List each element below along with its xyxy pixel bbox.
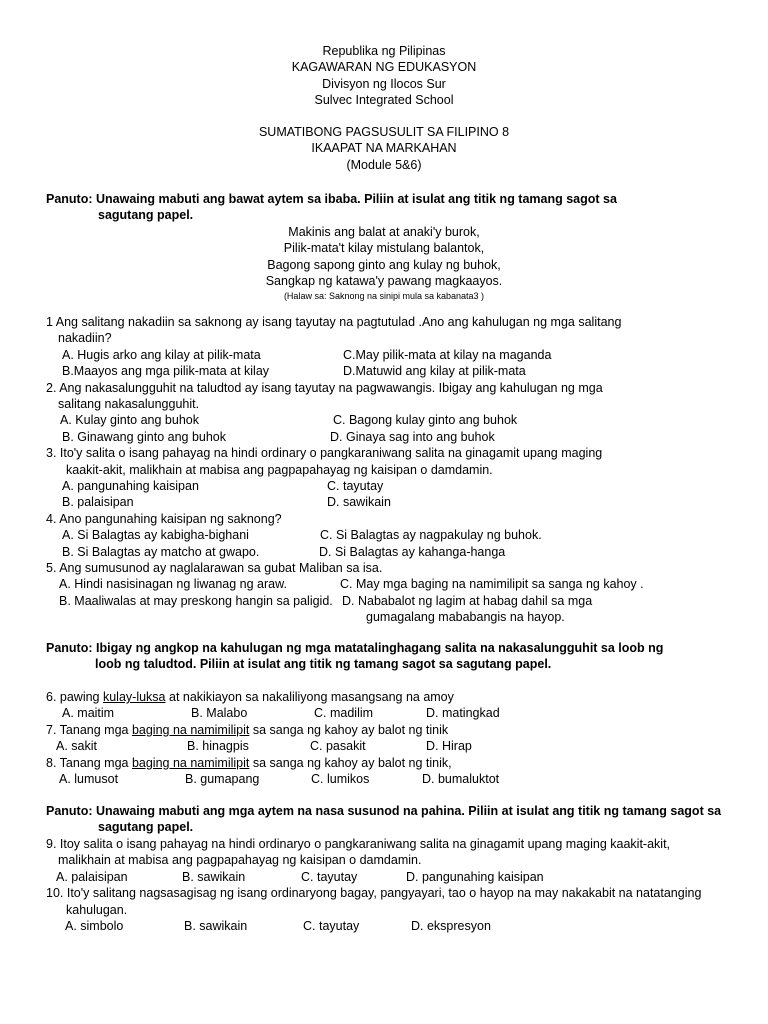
option-a: A. simbolo [65,919,124,934]
option-c: C. tayutay [327,479,384,493]
title-line-2: IKAAPAT NA MARKAHAN [311,141,457,156]
question-9-stem: 9. Itoy salita o isang pahayag na hindi ordinaryo o pangkaraniwang salita na ginagamit upang maging kaakit-akit, [46,837,671,851]
option-b: B. palaisipan [62,495,134,510]
question-3 [46,445,746,511]
poem-line-2: Pilik-mata't kilay mistulang balantok, [283,241,485,256]
option-c: C. pasakit [310,739,366,754]
underlined-phrase: baging na namimilipit [131,755,250,770]
option-c: C. lumikos [311,772,370,786]
option-a: A. maitim [62,706,115,721]
instruction-1-line-1: Panuto: Unawaing mabuti ang bawat aytem sa ibaba. Piliin at isulat ang titik ng tamang sagot sa [46,192,617,206]
option-d: D. sawikain [327,495,391,510]
option-c: C. tayutay [303,919,360,934]
underlined-phrase: baging na namimilipit [131,722,250,737]
option-a: A. palaisipan [56,869,128,884]
question-9-stem-cont: malikhain at mabisa ang pagpapahayag ng kaisipan o damdamin. [58,853,422,868]
poem-line-1: Makinis ang balat at anaki'y burok, [288,225,480,239]
header-country: Republika ng Pilipinas [322,44,446,58]
question-4 [46,511,746,560]
option-b: B.Maayos ang mga pilik-mata at kilay [62,364,270,379]
instruction-1 [46,191,736,224]
question-2-stem-cont: salitang nakasalungguhit. [58,397,200,411]
option-d: D. Hirap [426,739,472,754]
question-3-stem-cont: kaakit-akit, malikhain at mabisa ang pagpapahayag ng kaisipan o damdamin. [66,462,493,477]
question-4-stem: 4. Ano pangunahing kaisipan ng saknong? [46,511,282,526]
option-b: B. sawikain [182,869,246,884]
option-d: D. Nababalot ng lagim at habag dahil sa mga [342,593,593,608]
question-8-stem: 8. Tanang mga baging na namimilipit sa sanga ng kahoy ay balot ng tinik, [46,755,452,770]
option-c: C. madilim [314,706,374,721]
exam-title [0,124,768,173]
questions-1-5 [46,314,746,626]
option-d: D. pangunahing kaisipan [406,869,544,884]
question-8 [46,755,746,788]
poem-stanza [0,224,768,302]
option-b: B. Ginawang ginto ang buhok [62,429,227,444]
poem-line-4: Sangkap ng katawa'y pawang magkaayos. [265,274,503,289]
question-5-stem: 5. Ang sumusunod ay naglalarawan sa gubat Maliban sa isa. [46,560,383,575]
option-a: A. sakit [56,739,97,754]
option-b: B. Si Balagtas ay matcho at gwapo. [62,544,260,559]
option-d: D.Matuwid ang kilay at pilik-mata [343,364,526,379]
question-10-stem-cont: kahulugan. [66,902,128,917]
question-10-stem: 10. Ito'y salitang nagsasagisag ng isang ordinaryong bagay, pangyayari, tao o hayop na may nakakabit na natatanging [46,886,702,901]
instruction-3 [46,803,736,836]
option-b: B. sawikain [184,919,248,934]
instruction-2-line-1: Panuto: Ibigay ng angkop na kahulugan ng mga matatalinghagang salita na nakasalungguhit sa loob ng [46,641,664,655]
instruction-2 [46,640,736,673]
question-1-stem-cont: nakadiin? [58,331,112,346]
option-d: D. matingkad [426,706,500,721]
option-b: B. Maaliwalas at may preskong hangin sa paligid. [59,593,333,608]
question-7 [46,722,746,755]
question-3-stem: 3. Ito'y salita o isang pahayag na hindi ordinary o pangkaraniwang salita na ginagamit upang maging [46,446,603,461]
header-division: Divisyon ng Ilocos Sur [322,76,446,91]
option-a: A. lumusot [59,772,119,786]
question-1-stem: 1 Ang salitang nakadiin sa saknong ay isang tayutay na pagtutulad .Ano ang kahulugan ng mga salitang [46,315,622,329]
option-c: C. tayutay [301,869,358,884]
question-2-stem: 2. Ang nakasalungguhit na taludtod ay isang tayutay na pagwawangis. Ibigay ang kahulugan ng mga [46,380,603,395]
instruction-1-line-2: sagutang papel. [98,208,194,223]
question-2 [46,380,746,446]
question-9 [46,836,746,885]
option-a: A. Hindi nasisinagan ng liwanag ng araw. [59,577,287,592]
option-b: B. Malabo [191,706,248,721]
option-c: C. May mga baging na namimilipit sa sanga ng kahoy . [340,577,644,592]
option-d-cont: gumagalang mababangis na hayop. [366,610,565,625]
option-a: A. Si Balagtas ay kabigha-bighani [62,528,249,543]
question-6-stem: 6. pawing kulay-luksa at nakikiayon sa nakaliliyong masangsang na amoy [46,690,454,704]
option-c: C. Bagong kulay ginto ang buhok [333,413,518,428]
title-line-3: (Module 5&6) [346,157,422,172]
poem-line-3: Bagong sapong ginto ang kulay ng buhok, [267,257,501,272]
instruction-2-line-2: loob ng taludtod. Piliin at isulat ang titik ng tamang sagot sa sagutang papel. [95,657,552,672]
option-b: B. hinagpis [187,739,249,754]
questions-6-8 [46,689,746,787]
option-a: A. Hugis arko ang kilay at pilik-mata [62,347,261,362]
option-a: A. pangunahing kaisipan [62,479,199,493]
question-1 [46,314,746,380]
title-line-1: SUMATIBONG PAGSUSULIT SA FILIPINO 8 [258,125,510,139]
option-b: B. gumapang [185,772,260,786]
question-10 [46,885,746,934]
questions-9-10 [46,836,746,934]
option-c: C. Si Balagtas ay nagpakulay ng buhok. [320,528,542,543]
option-d: D. Ginaya sag into ang buhok [330,429,495,444]
underlined-phrase: kulay-luksa [102,690,166,704]
question-5 [46,560,746,626]
question-7-stem: 7. Tanang mga baging na namimilipit sa sanga ng kahoy ay balot ng tinik [46,722,449,737]
poem-credit: (Halaw sa: Saknong na sinipi mula sa kabanata3 ) [283,290,485,301]
option-a: A. Kulay ginto ang buhok [60,413,199,428]
option-d: D. bumaluktot [422,772,500,786]
document-header [0,43,768,109]
option-c: C.May pilik-mata at kilay na maganda [343,347,552,362]
instruction-3-line-1: Panuto: Unawaing mabuti ang mga aytem na nasa susunod na pahina. Piliin at isulat ang titik ng tamang sagot sa [46,804,722,818]
header-department: KAGAWARAN NG EDUKASYON [291,60,477,75]
header-school: Sulvec Integrated School [314,93,454,108]
instruction-3-line-2: sagutang papel. [98,820,194,835]
option-d: D. Si Balagtas ay kahanga-hanga [319,544,506,559]
option-d: D. ekspresyon [411,919,491,934]
question-6 [46,689,746,722]
